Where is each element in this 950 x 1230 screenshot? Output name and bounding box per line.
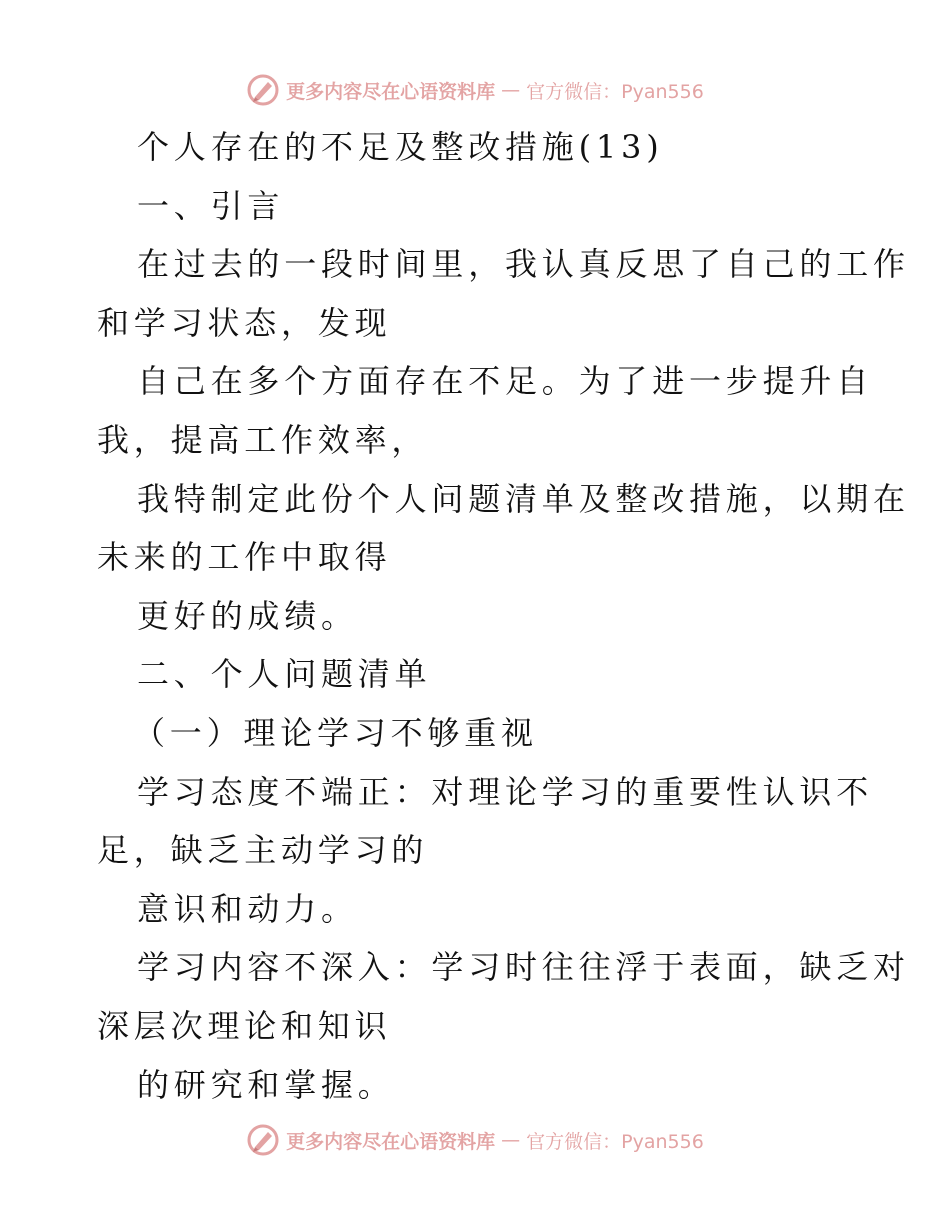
- banner-contact: 官方微信：Pyan556: [526, 1130, 704, 1153]
- banner-contact: 官方微信：Pyan556: [526, 80, 704, 103]
- subsection-heading-theory: （一）理论学习不够重视: [133, 713, 538, 752]
- banner-dash: —: [501, 79, 521, 101]
- paragraph-line: 未来的工作中取得: [97, 538, 392, 577]
- header-watermark-banner: [0, 70, 950, 110]
- paragraph-line: 学习态度不端正：对理论学习的重要性认识不: [137, 772, 874, 811]
- paragraph-line: 自己在多个方面存在不足。为了进一步提升自: [137, 362, 874, 401]
- paragraph-line: 足，缺乏主动学习的: [97, 831, 429, 870]
- pen-logo-icon: [246, 73, 280, 107]
- paragraph-line: 学习内容不深入：学习时往往浮于表面，缺乏对: [137, 948, 910, 987]
- pen-logo-icon: [246, 1123, 280, 1157]
- paragraph-line: 我，提高工作效率，: [97, 420, 429, 459]
- footer-watermark-banner: [0, 1120, 950, 1160]
- banner-title: 更多内容尽在心语资料库: [286, 80, 496, 103]
- paragraph-line: 更好的成绩。: [137, 596, 358, 635]
- paragraph-line: 深层次理论和知识: [97, 1006, 392, 1045]
- banner-title: 更多内容尽在心语资料库: [286, 1130, 496, 1153]
- section-heading-issues: 二、个人问题清单: [137, 655, 432, 694]
- paragraph-line: 和学习状态，发现: [97, 303, 392, 342]
- paragraph-line: 我特制定此份个人问题清单及整改措施，以期在: [137, 479, 910, 518]
- paragraph-line: 的研究和掌握。: [137, 1065, 395, 1104]
- document-body: [97, 118, 910, 1114]
- paragraph-line: 在过去的一段时间里，我认真反思了自己的工作: [137, 245, 910, 284]
- document-title: 个人存在的不足及整改措施(13): [137, 128, 664, 166]
- paragraph-line: 意识和动力。: [137, 889, 358, 928]
- section-heading-intro: 一、引言: [137, 186, 285, 225]
- banner-dash: —: [501, 1129, 521, 1151]
